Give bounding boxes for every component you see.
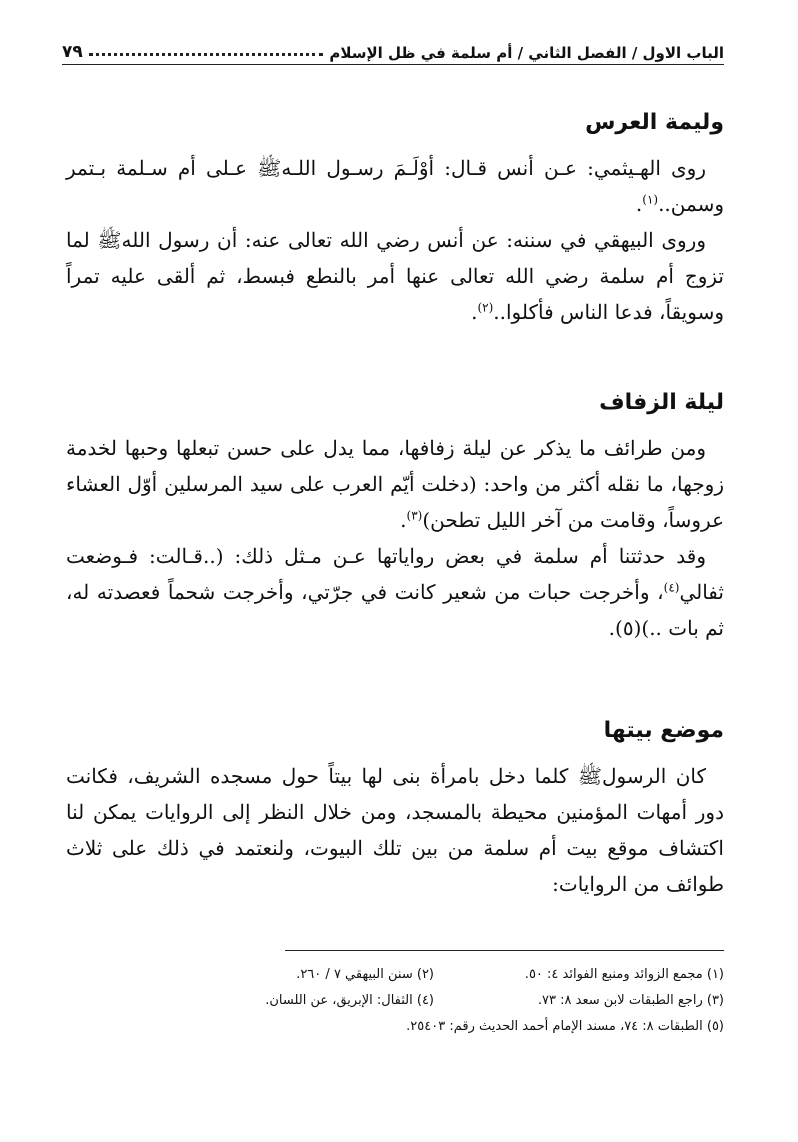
section-body-wedding-feast	[66, 150, 724, 330]
paragraph: ومن طرائف ما يذكر عن ليلة زفافها، مما يدل على حسن تبعلها وحبها لخدمة زوجها، ما نقله أكثر من واحد: (دخلت أيّم العرب على سيد المرسلين أوّل العشاء عروساً، وقامت من آخر الليل تطحن)$^{(٣)}$.	[66, 436, 724, 532]
paragraph: وروى البيهقي في سننه: عن أنس رضي الله تعالى عنه: أن رسول اللهﷺ لما تزوج أم سلمة رضي الله تعالى عنها أمر بالنطع فبسط، ثم ألقى عليه تمراً وسويقاً، فدعا الناس فأكلوا..$^{(٢)}$.	[66, 228, 724, 324]
section-body-her-house	[66, 758, 724, 902]
paragraph: كان الرسولﷺ كلما دخل بامرأة بنى لها بيتاً حول مسجده الشريف، فكانت دور أمهات المؤمنين محيطة بالمسجد، ومن خلال النظر إلى الروايات يمكن لنا اكتشاف موقع بيت أم سلمة من بين تلك البيوت، ولنعتمد في ذلك على ثلاث طوائف من الروايات:	[66, 764, 724, 896]
footnote-rule	[285, 950, 724, 951]
footnote: (٢) سنن البيهقي ٧ / ٢٦٠.	[296, 967, 434, 982]
footnote-row	[150, 1014, 724, 1040]
footnotes	[150, 962, 724, 1040]
paragraph: روى الهـيثمي: عـن أنس قـال: أوْلَـمَ رسـول اللـهﷺ عـلى أم سـلمة بـتمر وسمن..$^{(١)}$.	[66, 156, 724, 216]
section-heading-wedding-night: ليلة الزفاف	[599, 390, 724, 415]
page-number: ٧٩	[62, 42, 83, 62]
paragraph: وقد حدثتنا أم سلمة في بعض رواياتها عـن مـثل ذلك: (..قـالت: فـوضعت ثفالي$^{(٤)}$، وأخرجت حبات من شعير كانت في جرّتي، وأخرجت شحماً فعصدته له، ثم بات ..)(٥).	[66, 544, 724, 640]
footnote-row	[150, 988, 724, 1014]
footnote-row	[150, 962, 724, 988]
footnote: (٣) راجع الطبقات لابن سعد ٨: ٧٣.	[537, 993, 724, 1008]
footnote: (٥) الطبقات ٨: ٧٤، مسند الإمام أحمد الحديث رقم: ٢٥٤٠٣.	[406, 1019, 724, 1034]
footnote: (٤) الثفال: الإبريق، عن اللسان.	[265, 993, 434, 1008]
section-heading-wedding-feast: وليمة العرس	[585, 110, 724, 135]
header-rule	[62, 64, 724, 65]
section-body-wedding-night	[66, 430, 724, 646]
running-header-title: الباب الاول / الفصل الثاني / أم سلمة في ظل الإسلام	[329, 44, 724, 62]
footnote: (١) مجمع الزوائد ومنبع الفوائد ٤: ٥٠.	[524, 967, 724, 982]
leader-dots	[89, 53, 324, 56]
running-header	[62, 30, 724, 62]
section-heading-her-house: موضع بيتها	[603, 718, 724, 743]
